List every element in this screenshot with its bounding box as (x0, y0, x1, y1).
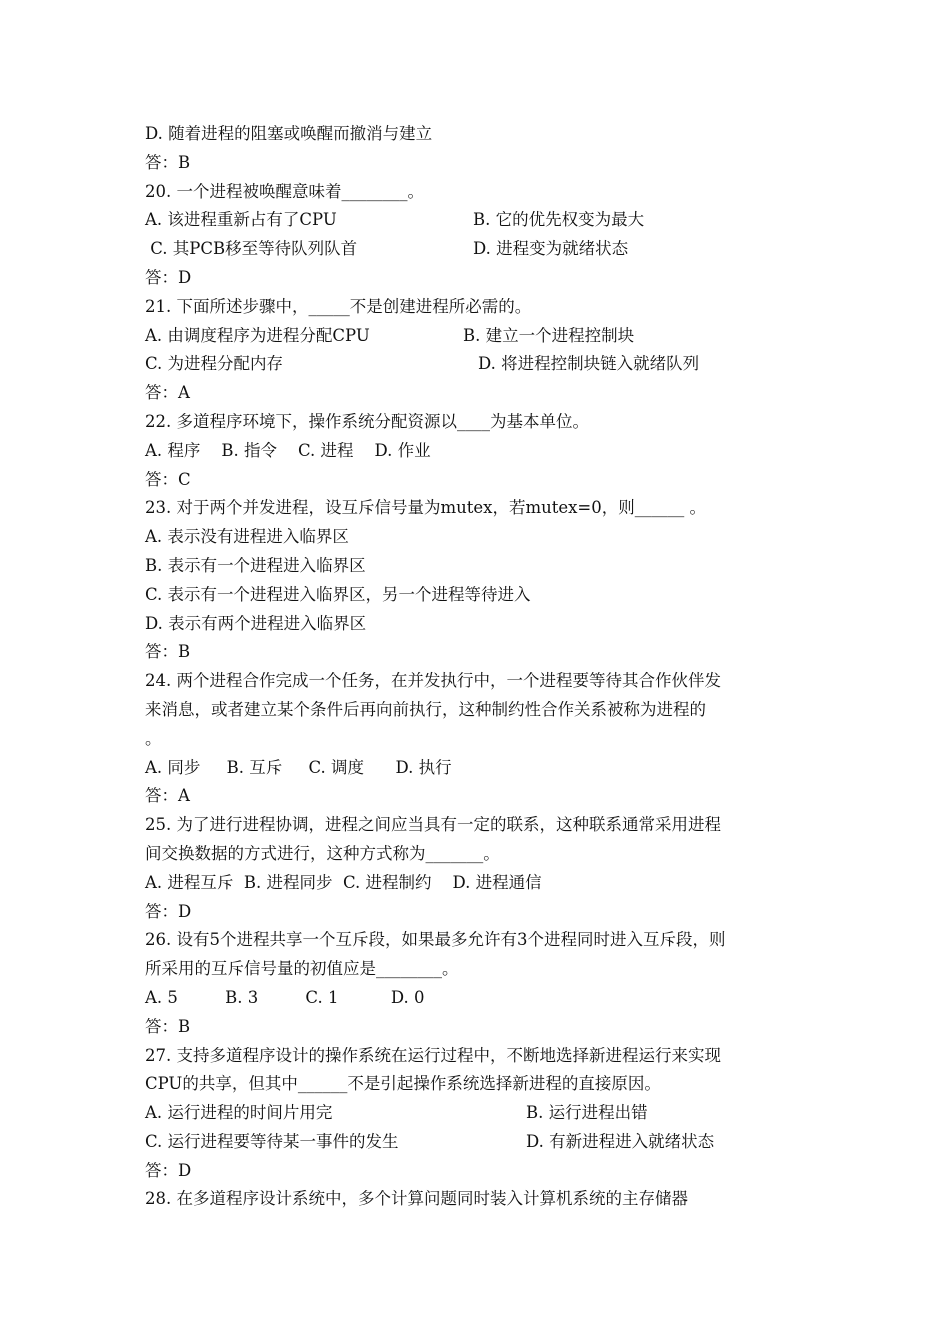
text-line: D. 表示有两个进程进入临界区 (145, 613, 367, 633)
option-text: D. 将进程控制块链入就绪队列 (478, 354, 700, 374)
option-text: C. 为进程分配内存 (145, 354, 284, 374)
text-line: 所采用的互斥信号量的初值应是________。 (145, 959, 459, 979)
text-line: 答：B (145, 642, 191, 662)
option-text: C. 其PCB移至等待队列队首 (145, 239, 358, 259)
option-row (145, 322, 810, 351)
text-line: 答：C (145, 469, 191, 489)
text-line: A. 进程互斥 B. 进程同步 C. 进程制约 D. 进程通信 (145, 872, 542, 892)
text-line: 来消息，或者建立某个条件后再向前执行，这种制约性合作关系被称为进程的 (145, 699, 706, 719)
option-text: A. 运行进程的时间片用完 (145, 1103, 333, 1123)
text-line: 20. 一个进程被唤醒意味着________。 (145, 181, 424, 201)
text-line: A. 5 B. 3 C. 1 D. 0 (145, 987, 425, 1007)
text-line: CPU的共享，但其中______不是引起操作系统选择新进程的直接原因。 (145, 1074, 661, 1094)
text-line: 答：A (145, 786, 190, 806)
text-line: 25. 为了进行进程协调，进程之间应当具有一定的联系，这种联系通常采用进程 (145, 815, 721, 835)
text-line: 答：D (145, 1160, 192, 1180)
document-page (145, 120, 810, 1214)
option-text: A. 该进程重新占有了CPU (145, 210, 337, 230)
text-line: A. 表示没有进程进入临界区 (145, 527, 349, 547)
text-line: 答：D (145, 901, 192, 921)
text-line: 答：D (145, 267, 192, 287)
option-text: B. 建立一个进程控制块 (463, 325, 635, 345)
option-text: C. 运行进程要等待某一事件的发生 (145, 1131, 399, 1151)
text-line: 27. 支持多道程序设计的操作系统在运行过程中，不断地选择新进程运行来实现 (145, 1045, 721, 1065)
text-line: 24. 两个进程合作完成一个任务，在并发执行中，一个进程要等待其合作伙伴发 (145, 671, 721, 691)
option-text: A. 由调度程序为进程分配CPU (145, 325, 370, 345)
text-line: 23. 对于两个并发进程，设互斥信号量为mutex，若mutex=0，则______ 。 (145, 498, 706, 518)
text-line: 答：B (145, 152, 191, 172)
text-line: A. 同步 B. 互斥 C. 调度 D. 执行 (145, 757, 452, 777)
text-line: 。 (145, 728, 162, 748)
text-line: 28. 在多道程序设计系统中，多个计算问题同时装入计算机系统的主存储器 (145, 1189, 688, 1209)
option-row (145, 1099, 810, 1128)
option-row (145, 235, 810, 264)
option-row (145, 206, 810, 235)
option-text: D. 有新进程进入就绪状态 (526, 1131, 715, 1151)
text-line: D. 随着进程的阻塞或唤醒而撤消与建立 (145, 124, 433, 143)
text-line: 答：A (145, 383, 190, 403)
option-text: D. 进程变为就绪状态 (473, 239, 629, 259)
option-row (145, 1128, 810, 1157)
option-text: B. 它的优先权变为最大 (473, 210, 645, 230)
text-line: 26. 设有5个进程共享一个互斥段，如果最多允许有3个进程同时进入互斥段，则 (145, 930, 726, 950)
text-line: A. 程序 B. 指令 C. 进程 D. 作业 (145, 440, 431, 460)
text-line: 间交换数据的方式进行，这种方式称为_______。 (145, 843, 500, 863)
text-line: C. 表示有一个进程进入临界区，另一个进程等待进入 (145, 584, 531, 604)
text-line: 22. 多道程序环境下，操作系统分配资源以____为基本单位。 (145, 411, 589, 431)
text-line: B. 表示有一个进程进入临界区 (145, 555, 366, 575)
option-row (145, 350, 810, 379)
text-line: 21. 下面所述步骤中，_____不是创建进程所必需的。 (145, 296, 532, 316)
text-line: 答：B (145, 1016, 191, 1036)
option-text: B. 运行进程出错 (526, 1103, 648, 1123)
